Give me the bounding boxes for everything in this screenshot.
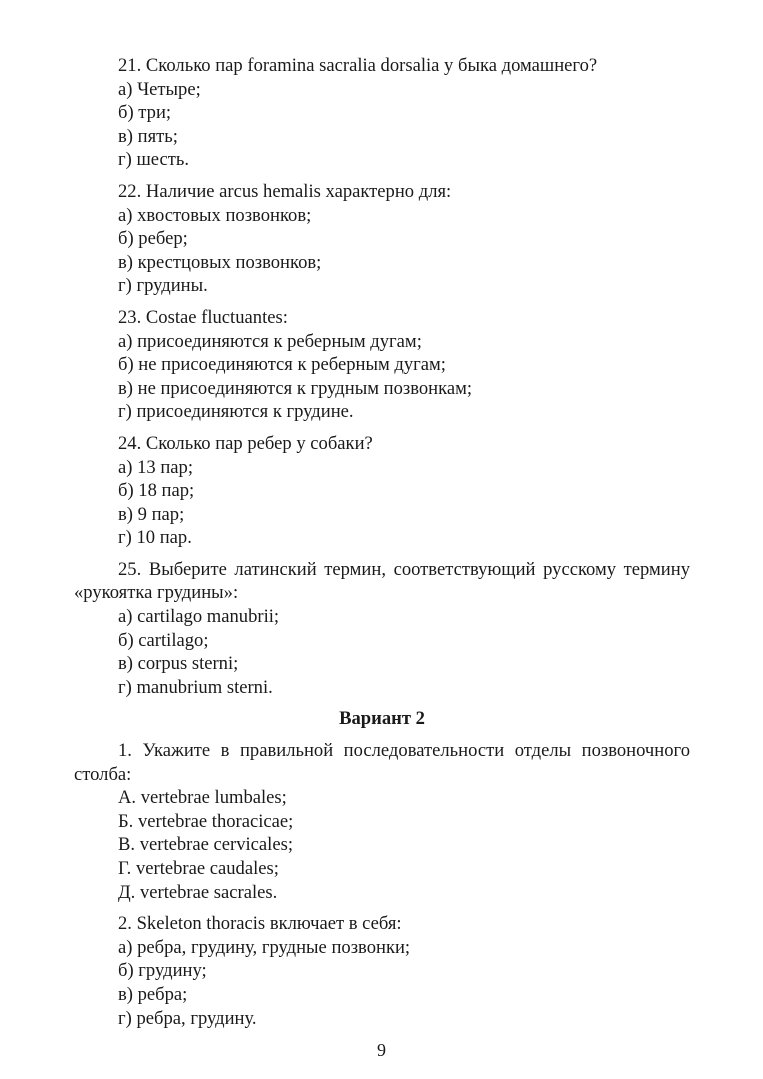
question-block (74, 558, 690, 700)
answer-option: Г. vertebrae caudales; (118, 858, 279, 879)
answer-option: б) грудину; (118, 960, 207, 982)
answer-option: Б. vertebrae thoracicae; (118, 810, 294, 832)
answer-option: а) хвостовых позвонков; (118, 204, 312, 226)
answer-option: б) ребер; (118, 228, 188, 250)
answer-option: г) присоединяются к грудине. (118, 401, 354, 423)
page-number: 9 (377, 1040, 386, 1060)
answer-option: г) шесть. (118, 149, 190, 171)
answer-option: в) ребра; (118, 983, 188, 1005)
question-text: 22. Наличие arcus hemalis характерно для: (118, 180, 452, 202)
answer-option: г) 10 пар. (118, 527, 192, 549)
document-page (74, 54, 690, 1038)
question-block (74, 912, 690, 1030)
question-block (74, 54, 690, 172)
question-block (74, 432, 690, 550)
question-text: 1. Укажите в правильной последовательности отделы позвоночного столба: (74, 740, 690, 785)
answer-option: А. vertebrae lumbales; (118, 787, 287, 809)
question-text: 25. Выберите латинский термин, соответствующий русскому термину «рукоятка грудины»: (74, 558, 690, 604)
answer-option: г) грудины. (118, 275, 208, 297)
answer-option: Д. vertebrae sacrales. (118, 881, 278, 903)
answer-option: в) крестцовых позвонков; (118, 251, 322, 273)
answer-option: а) cartilago manubrii; (118, 606, 280, 628)
question-block (74, 739, 690, 904)
answer-option: а) присоединяются к реберным дугам; (118, 330, 422, 352)
answer-option: г) manubrium sterni. (118, 676, 273, 698)
answer-option: в) пять; (118, 125, 178, 147)
question-block (74, 180, 690, 298)
answer-option: а) 13 пар; (118, 456, 194, 478)
variant-heading: Вариант 2 (339, 708, 425, 730)
question-text: 2. Skeleton thoracis включает в себя: (118, 913, 402, 935)
answer-option: г) ребра, грудину. (118, 1007, 257, 1029)
answer-option: в) corpus sterni; (118, 653, 239, 675)
answer-option: В. vertebrae cervicales; (118, 834, 293, 856)
answer-option: б) cartilago; (118, 629, 209, 651)
answer-option: в) не присоединяются к грудным позвонкам; (118, 377, 473, 399)
answer-option: б) 18 пар; (118, 480, 195, 502)
answer-option: а) Четыре; (118, 78, 201, 100)
answer-option: б) не присоединяются к реберным дугам; (118, 354, 446, 376)
answer-option: в) 9 пар; (118, 503, 185, 525)
answer-option: а) ребра, грудину, грудные позвонки; (118, 936, 411, 958)
question-text: 24. Сколько пар ребер у собаки? (118, 432, 373, 454)
question-text: 23. Costae fluctuantes: (118, 306, 288, 328)
question-block (74, 306, 690, 424)
question-text: 21. Сколько пар foramina sacralia dorsalia у быка домашнего? (118, 55, 598, 76)
answer-option: б) три; (118, 102, 172, 124)
